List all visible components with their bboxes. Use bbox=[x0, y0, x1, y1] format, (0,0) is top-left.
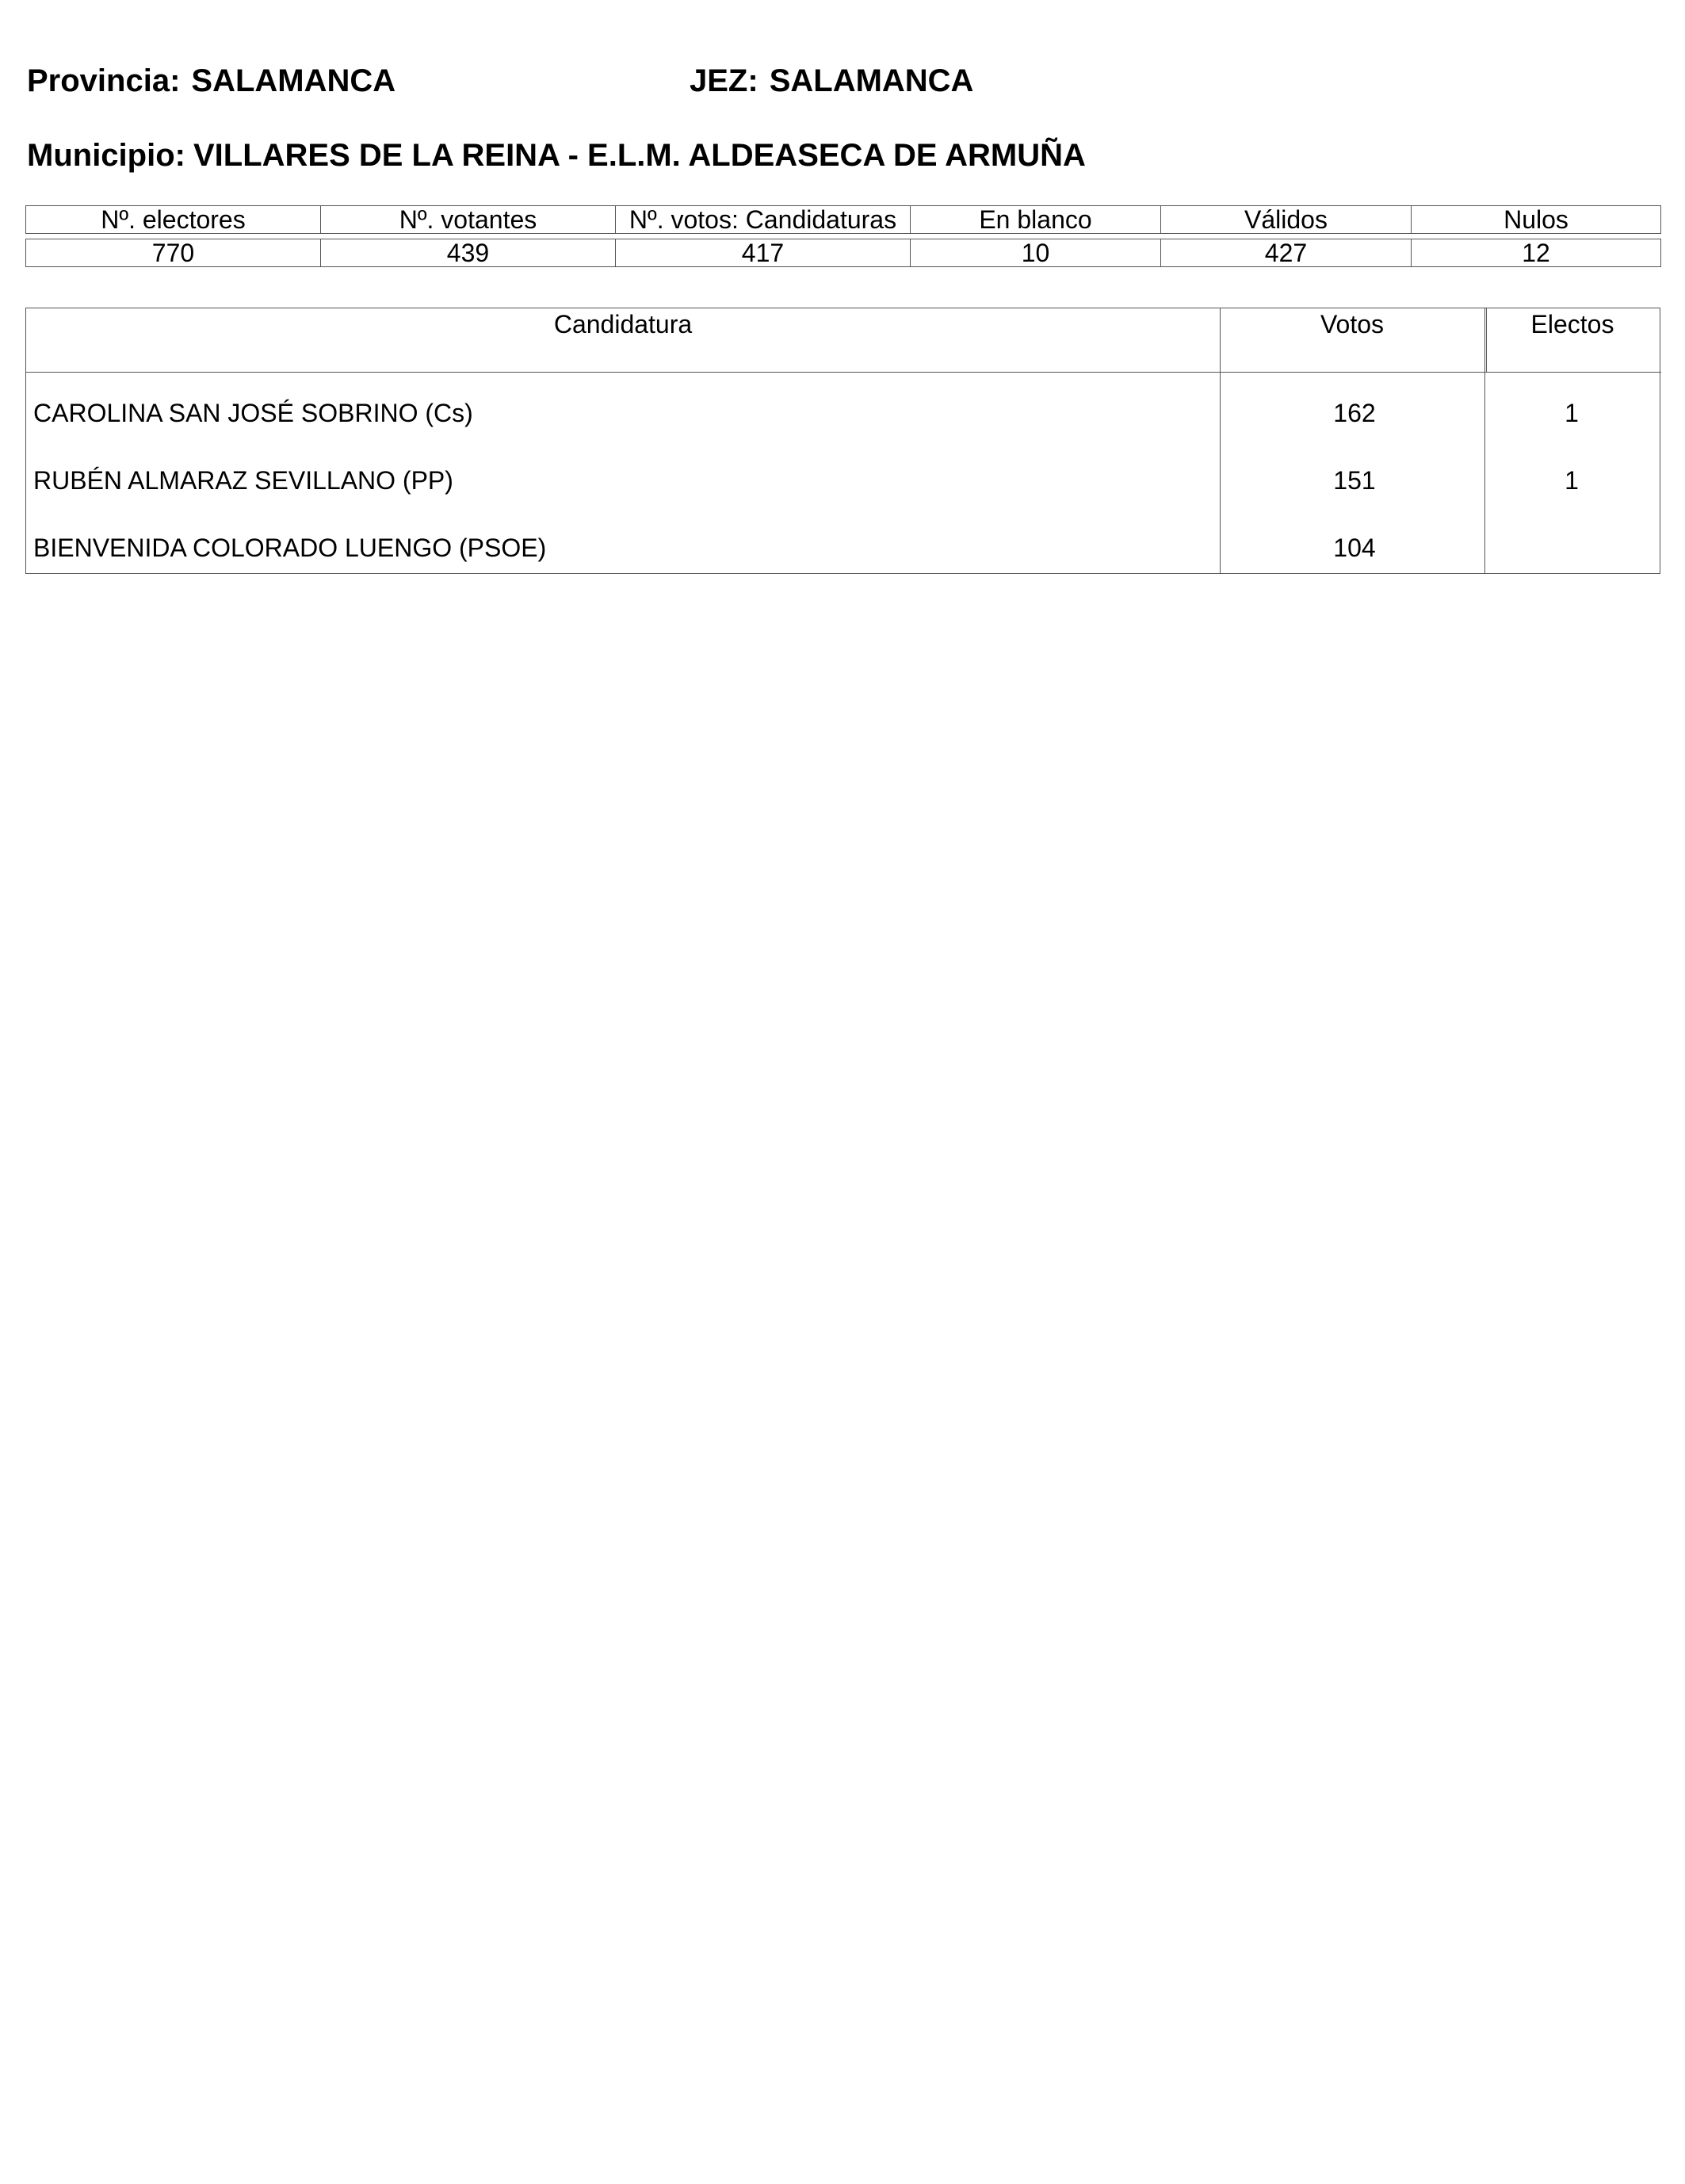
summary-header-en-blanco: En blanco bbox=[911, 206, 1161, 234]
summary-value-nulos: 12 bbox=[1412, 239, 1661, 267]
summary-value-row bbox=[26, 239, 1661, 267]
candidate-elected: 1 bbox=[1565, 399, 1579, 427]
candidate-elected: 1 bbox=[1565, 466, 1579, 495]
results-header-separator bbox=[26, 372, 1661, 373]
jez-label: JEZ: bbox=[690, 63, 758, 98]
summary-table bbox=[25, 205, 1661, 267]
summary-header-votos-candidaturas: Nº. votos: Candidaturas bbox=[616, 206, 911, 234]
summary-value-votantes: 439 bbox=[321, 239, 616, 267]
candidate-name: BIENVENIDA COLORADO LUENGO (PSOE) bbox=[33, 534, 547, 562]
municipio-label: Municipio: bbox=[27, 138, 185, 173]
summary-header-nulos: Nulos bbox=[1412, 206, 1661, 234]
jez-heading bbox=[690, 62, 973, 100]
candidate-name: RUBÉN ALMARAZ SEVILLANO (PP) bbox=[33, 466, 453, 495]
summary-header-row bbox=[26, 206, 1661, 234]
summary-value-en-blanco: 10 bbox=[911, 239, 1161, 267]
municipio-value: VILLARES DE LA REINA - E.L.M. ALDEASECA DE ARMUÑA bbox=[193, 138, 1086, 173]
candidate-votes: 162 bbox=[1333, 399, 1376, 427]
candidate-votes: 104 bbox=[1333, 534, 1376, 562]
summary-value-votos-candidaturas: 417 bbox=[616, 239, 911, 267]
results-header-electos: Electos bbox=[1530, 310, 1614, 339]
results-header-candidatura: Candidatura bbox=[553, 310, 693, 339]
summary-header-validos: Válidos bbox=[1161, 206, 1412, 234]
provincia-heading bbox=[27, 62, 395, 100]
provincia-value: SALAMANCA bbox=[191, 63, 396, 98]
provincia-label: Provincia: bbox=[27, 63, 181, 98]
summary-header-electores: Nº. electores bbox=[26, 206, 321, 234]
summary-value-validos: 427 bbox=[1161, 239, 1412, 267]
candidate-votes: 151 bbox=[1333, 466, 1376, 495]
results-table bbox=[25, 308, 1660, 574]
candidate-name: CAROLINA SAN JOSÉ SOBRINO (Cs) bbox=[33, 399, 473, 427]
municipio-heading bbox=[27, 136, 1086, 174]
results-header-votos: Votos bbox=[1320, 310, 1385, 339]
jez-value: SALAMANCA bbox=[769, 63, 974, 98]
summary-value-electores: 770 bbox=[26, 239, 321, 267]
summary-header-votantes: Nº. votantes bbox=[321, 206, 616, 234]
